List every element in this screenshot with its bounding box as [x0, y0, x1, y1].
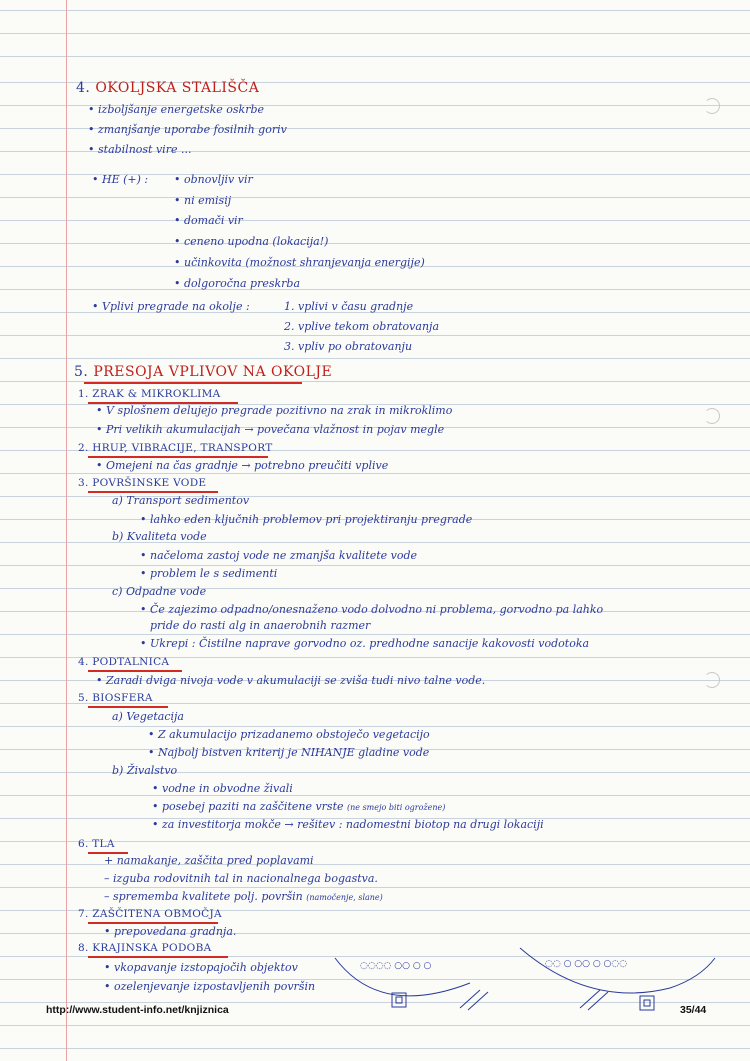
list-item: • prepovedana gradnja.: [104, 925, 237, 938]
list-item: • Najbolj bistven kriterij je NIHANJE gladine vode: [148, 746, 430, 759]
section-5-heading: 5. PRESOJA VPLIVOV NA OKOLJE: [74, 364, 333, 380]
list-item: 2. vplive tekom obratovanja: [284, 320, 439, 333]
list-item: • ceneno upodna (lokacija!): [174, 235, 329, 248]
list-item: a) Vegetacija: [112, 710, 184, 723]
vplivi-label: • Vplivi pregrade na okolje :: [92, 300, 250, 313]
list-item: a) Transport sedimentov: [112, 494, 250, 507]
list-item: • problem le s sedimenti: [140, 567, 278, 580]
list-item: • učinkovita (možnost shranjevanja energije): [174, 256, 425, 269]
list-item: • stabilnost vire ...: [88, 143, 192, 156]
list-item: • načeloma zastoj vode ne zmanjša kvalitete vode: [140, 549, 418, 562]
heading-underline: [84, 382, 302, 384]
heading-underline: [88, 670, 182, 672]
subheading: 5. BIOSFERA: [78, 692, 153, 704]
page-number: 35/44: [680, 1004, 707, 1016]
heading-underline: [88, 491, 218, 493]
heading-underline: [88, 456, 268, 458]
punch-hole: [704, 408, 720, 424]
list-item: • Zaradi dviga nivoja vode v akumulaciji se zviša tudi nivo talne vode.: [96, 674, 486, 687]
list-item: • Ukrepi : Čistilne naprave gorvodno oz. predhodne sanacije kakovosti vodotoka: [140, 637, 590, 650]
list-item: + namakanje, zaščita pred poplavami: [104, 854, 314, 867]
list-item: • Če zajezimo odpadno/onesnaženo vodo dolvodno ni problema, gorvodno pa lahko: [140, 603, 604, 616]
list-item: • vkopavanje izstopajočih objektov: [104, 961, 298, 974]
list-item: – izguba rodovitnih tal in nacionalnega bogastva.: [104, 872, 378, 885]
list-item: • ni emisij: [174, 194, 232, 207]
list-item: pride do rasti alg in anaerobnih razmer: [150, 619, 371, 632]
sketch-drawing: [330, 938, 730, 1018]
list-item: 3. vpliv po obratovanju: [284, 340, 413, 353]
list-item: b) Živalstvo: [112, 764, 178, 777]
list-item: • Pri velikih akumulacijah → povečana vlažnost in pojav megle: [96, 423, 445, 436]
subheading: 3. POVRŠINSKE VODE: [78, 477, 207, 489]
heading-underline: [88, 706, 168, 708]
list-item: • V splošnem delujejo pregrade pozitivno na zrak in mikroklimo: [96, 404, 453, 417]
subheading: 8. KRAJINSKA PODOBA: [78, 942, 212, 954]
list-item: • domači vir: [174, 214, 243, 227]
list-item: c) Odpadne vode: [112, 585, 207, 598]
heading-underline: [88, 956, 228, 958]
list-item: • Z akumulacijo prizadanemo obstoječo vegetacijo: [148, 728, 430, 741]
list-item: • zmanjšanje uporabe fosilnih goriv: [88, 123, 287, 136]
punch-hole: [704, 98, 720, 114]
list-item: – sprememba kvalitete polj. površin (namočenje, slane): [104, 890, 383, 903]
margin-line: [66, 0, 67, 1061]
list-item: • obnovljiv vir: [174, 173, 253, 186]
punch-hole: [704, 672, 720, 688]
list-item: • dolgoročna preskrba: [174, 277, 301, 290]
list-item: • posebej paziti na zaščitene vrste (ne smejo biti ogrožene): [152, 800, 446, 813]
subheading: 2. HRUP, VIBRACIJE, TRANSPORT: [78, 442, 273, 454]
list-item: • Omejeni na čas gradnje → potrebno preučiti vplive: [96, 459, 389, 472]
list-item: • vodne in obvodne živali: [152, 782, 293, 795]
subheading: 7. ZAŠČITENA OBMOČJA: [78, 908, 222, 920]
svg-text:◌◌◌◌ ○○ ○ ○: ◌◌◌◌ ○○ ○ ○: [360, 961, 432, 971]
list-item: 1. vplivi v času gradnje: [284, 300, 414, 313]
svg-text:◌◌ ○ ○○ ○ ○◌◌: ◌◌ ○ ○○ ○ ○◌◌: [545, 959, 628, 969]
list-item: • za investitorja mokče → rešitev : nadomestni biotop na drugi lokaciji: [152, 818, 544, 831]
heading-underline: [88, 922, 218, 924]
he-label: • HE (+) :: [92, 173, 149, 186]
list-item: • ozelenjevanje izpostavljenih površin: [104, 980, 316, 993]
subheading: 1. ZRAK & MIKROKLIMA: [78, 388, 221, 400]
section-4-heading: 4. OKOLJSKA STALIŠČA: [76, 80, 260, 96]
list-item: b) Kvaliteta vode: [112, 530, 207, 543]
subheading: 4. PODTALNICA: [78, 656, 170, 668]
subheading: 6. TLA: [78, 838, 115, 850]
footer-url[interactable]: http://www.student-info.net/knjiznica: [46, 1004, 229, 1016]
list-item: • izboljšanje energetske oskrbe: [88, 103, 265, 116]
list-item: • lahko eden ključnih problemov pri projektiranju pregrade: [140, 513, 473, 526]
